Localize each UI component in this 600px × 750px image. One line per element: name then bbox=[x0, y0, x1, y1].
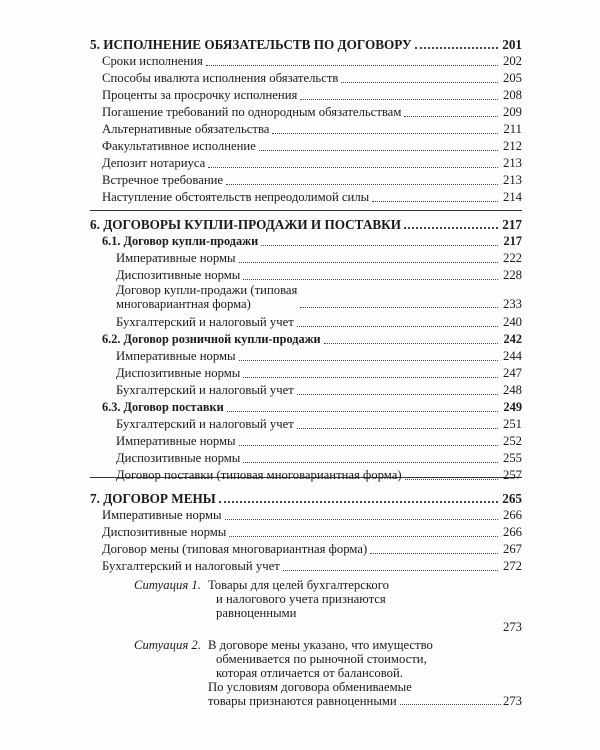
entry-text: Погашение требований по однородным обязательствам bbox=[102, 105, 402, 119]
toc-entry bbox=[90, 557, 522, 574]
toc-subsection bbox=[90, 232, 522, 249]
page-number: 240 bbox=[502, 315, 522, 329]
toc-situation-2 bbox=[134, 638, 522, 708]
entry-text: Депозит нотариуса bbox=[102, 156, 206, 170]
page-number: 211 bbox=[503, 122, 522, 136]
toc-entry bbox=[90, 188, 522, 205]
situation-line: которая отличается от балансовой. bbox=[216, 666, 403, 680]
toc-entry bbox=[90, 69, 522, 86]
page-number: 273 bbox=[502, 694, 522, 708]
situation-label: Ситуация 2. bbox=[134, 638, 201, 652]
page-number: 273 bbox=[502, 620, 522, 634]
heading-text: 7. ДОГОВОР МЕНЫ bbox=[90, 491, 216, 506]
page-number: 255 bbox=[502, 451, 522, 465]
entry-text: Императивные нормы bbox=[116, 434, 236, 448]
page-number: 266 bbox=[502, 525, 522, 539]
toc-section-7 bbox=[90, 486, 522, 708]
heading-text: 6. ДОГОВОРЫ КУПЛИ-ПРОДАЖИ И ПОСТАВКИ bbox=[90, 217, 401, 232]
toc-heading bbox=[90, 32, 522, 52]
subsection-title: 6.2. Договор розничной купли-продажи bbox=[102, 332, 321, 346]
entry-text: Диспозитивные нормы bbox=[102, 525, 227, 539]
toc-subsection bbox=[90, 330, 522, 347]
page-number: 252 bbox=[502, 434, 522, 448]
toc-entry bbox=[90, 347, 522, 364]
page-number: 265 bbox=[502, 491, 522, 506]
page-number: 228 bbox=[502, 268, 522, 282]
toc-heading bbox=[90, 212, 522, 232]
subsection-title: 6.1. Договор купли-продажи bbox=[102, 234, 259, 248]
toc-entry bbox=[90, 523, 522, 540]
entry-text: Встречное требование bbox=[102, 173, 224, 187]
subsection-title: 6.3. Договор поставки bbox=[102, 400, 224, 414]
page-number: 266 bbox=[502, 508, 522, 522]
page-number: 222 bbox=[502, 251, 522, 265]
page-number: 213 bbox=[502, 173, 522, 187]
situation-line: товары признаются равноценными bbox=[208, 694, 397, 708]
toc-section-5 bbox=[90, 32, 522, 211]
page-number: 217 bbox=[503, 234, 522, 248]
entry-line: Договор купли-продажи (типовая bbox=[116, 283, 298, 297]
page-number: 209 bbox=[502, 105, 522, 119]
entry-text: Способы ивалюта исполнения обязательств bbox=[102, 71, 339, 85]
toc-entry bbox=[90, 52, 522, 69]
toc-entry bbox=[90, 449, 522, 466]
entry-text: Императивные нормы bbox=[116, 349, 236, 363]
toc-entry bbox=[90, 171, 522, 188]
toc-entry bbox=[90, 249, 522, 266]
page-number: 267 bbox=[502, 542, 522, 556]
entry-text: Договор мены (типовая многовариантная форма) bbox=[102, 542, 368, 556]
page-number: 201 bbox=[502, 37, 522, 52]
toc-entry bbox=[90, 540, 522, 557]
page-number: 249 bbox=[503, 400, 522, 414]
entry-text: Проценты за просрочку исполнения bbox=[102, 88, 298, 102]
entry-text: Бухгалтерский и налоговый учет bbox=[116, 417, 294, 431]
situation-line: обменивается по рыночной стоимости, bbox=[216, 652, 427, 666]
situation-body bbox=[208, 578, 522, 634]
entry-text: Императивные нормы bbox=[116, 251, 236, 265]
toc-entry bbox=[90, 506, 522, 523]
toc-entry bbox=[90, 381, 522, 398]
situation-line: и налогового учета признаются bbox=[216, 592, 386, 606]
entry-text: Наступление обстоятельств непреодолимой силы bbox=[102, 190, 370, 204]
situation-line: По условиям договора обмениваемые bbox=[208, 680, 412, 694]
toc-entry bbox=[90, 120, 522, 137]
page-number: 214 bbox=[502, 190, 522, 204]
entry-text: Императивные нормы bbox=[102, 508, 222, 522]
entry-text: Бухгалтерский и налоговый учет bbox=[102, 559, 280, 573]
situation-line: В договоре мены указано, что имущество bbox=[208, 638, 433, 652]
page-number: 244 bbox=[502, 349, 522, 363]
page-number: 205 bbox=[502, 71, 522, 85]
toc-entry bbox=[90, 466, 522, 483]
entry-text: Сроки исполнения bbox=[102, 54, 203, 68]
page-number: 257 bbox=[502, 468, 522, 482]
toc-situation-1 bbox=[134, 578, 522, 634]
toc-heading bbox=[90, 486, 522, 506]
toc-entry bbox=[90, 313, 522, 330]
page-number: 247 bbox=[502, 366, 522, 380]
page-number: 233 bbox=[502, 297, 522, 311]
toc-entry bbox=[90, 137, 522, 154]
toc-entry bbox=[90, 103, 522, 120]
entry-text: Факультативное исполнение bbox=[102, 139, 256, 153]
entry-text: Альтернативные обязательства bbox=[102, 122, 270, 136]
entry-text: Бухгалтерский и налоговый учет bbox=[116, 383, 294, 397]
situation-line: равноценными bbox=[216, 606, 297, 620]
situation-last-line bbox=[208, 694, 522, 708]
toc-entry bbox=[90, 154, 522, 171]
entry-text: Диспозитивные нормы bbox=[116, 268, 241, 282]
page-number: 213 bbox=[502, 156, 522, 170]
toc-entry bbox=[90, 283, 522, 313]
entry-text: Диспозитивные нормы bbox=[116, 366, 241, 380]
toc-subsection bbox=[90, 398, 522, 415]
page-number: 208 bbox=[502, 88, 522, 102]
toc-entry bbox=[90, 432, 522, 449]
entry-text: Диспозитивные нормы bbox=[116, 451, 241, 465]
page-number: 217 bbox=[502, 217, 522, 232]
toc-section-6 bbox=[90, 212, 522, 482]
toc-entry bbox=[90, 415, 522, 432]
page-number: 242 bbox=[503, 332, 522, 346]
page-number: 202 bbox=[502, 54, 522, 68]
situation-line: Товары для целей бухгалтерского bbox=[208, 578, 389, 592]
entry-line: многовариантная форма) bbox=[116, 297, 251, 311]
toc-entry bbox=[90, 364, 522, 381]
heading-text: 5. ИСПОЛНЕНИЕ ОБЯЗАТЕЛЬСТВ ПО ДОГОВОРУ bbox=[90, 37, 412, 52]
page-number: 212 bbox=[502, 139, 522, 153]
page-number: 251 bbox=[502, 417, 522, 431]
entry-text: Договор поставки (типовая многовариантная форма) bbox=[116, 468, 402, 482]
situation-page-row bbox=[208, 620, 522, 634]
entry-text: Бухгалтерский и налоговый учет bbox=[116, 315, 294, 329]
toc-entry bbox=[90, 266, 522, 283]
situation-body bbox=[208, 638, 522, 708]
situation-label: Ситуация 1. bbox=[134, 578, 201, 592]
page-number: 272 bbox=[502, 559, 522, 573]
toc-entry bbox=[90, 86, 522, 103]
entry-text bbox=[116, 283, 297, 311]
page-number: 248 bbox=[502, 383, 522, 397]
